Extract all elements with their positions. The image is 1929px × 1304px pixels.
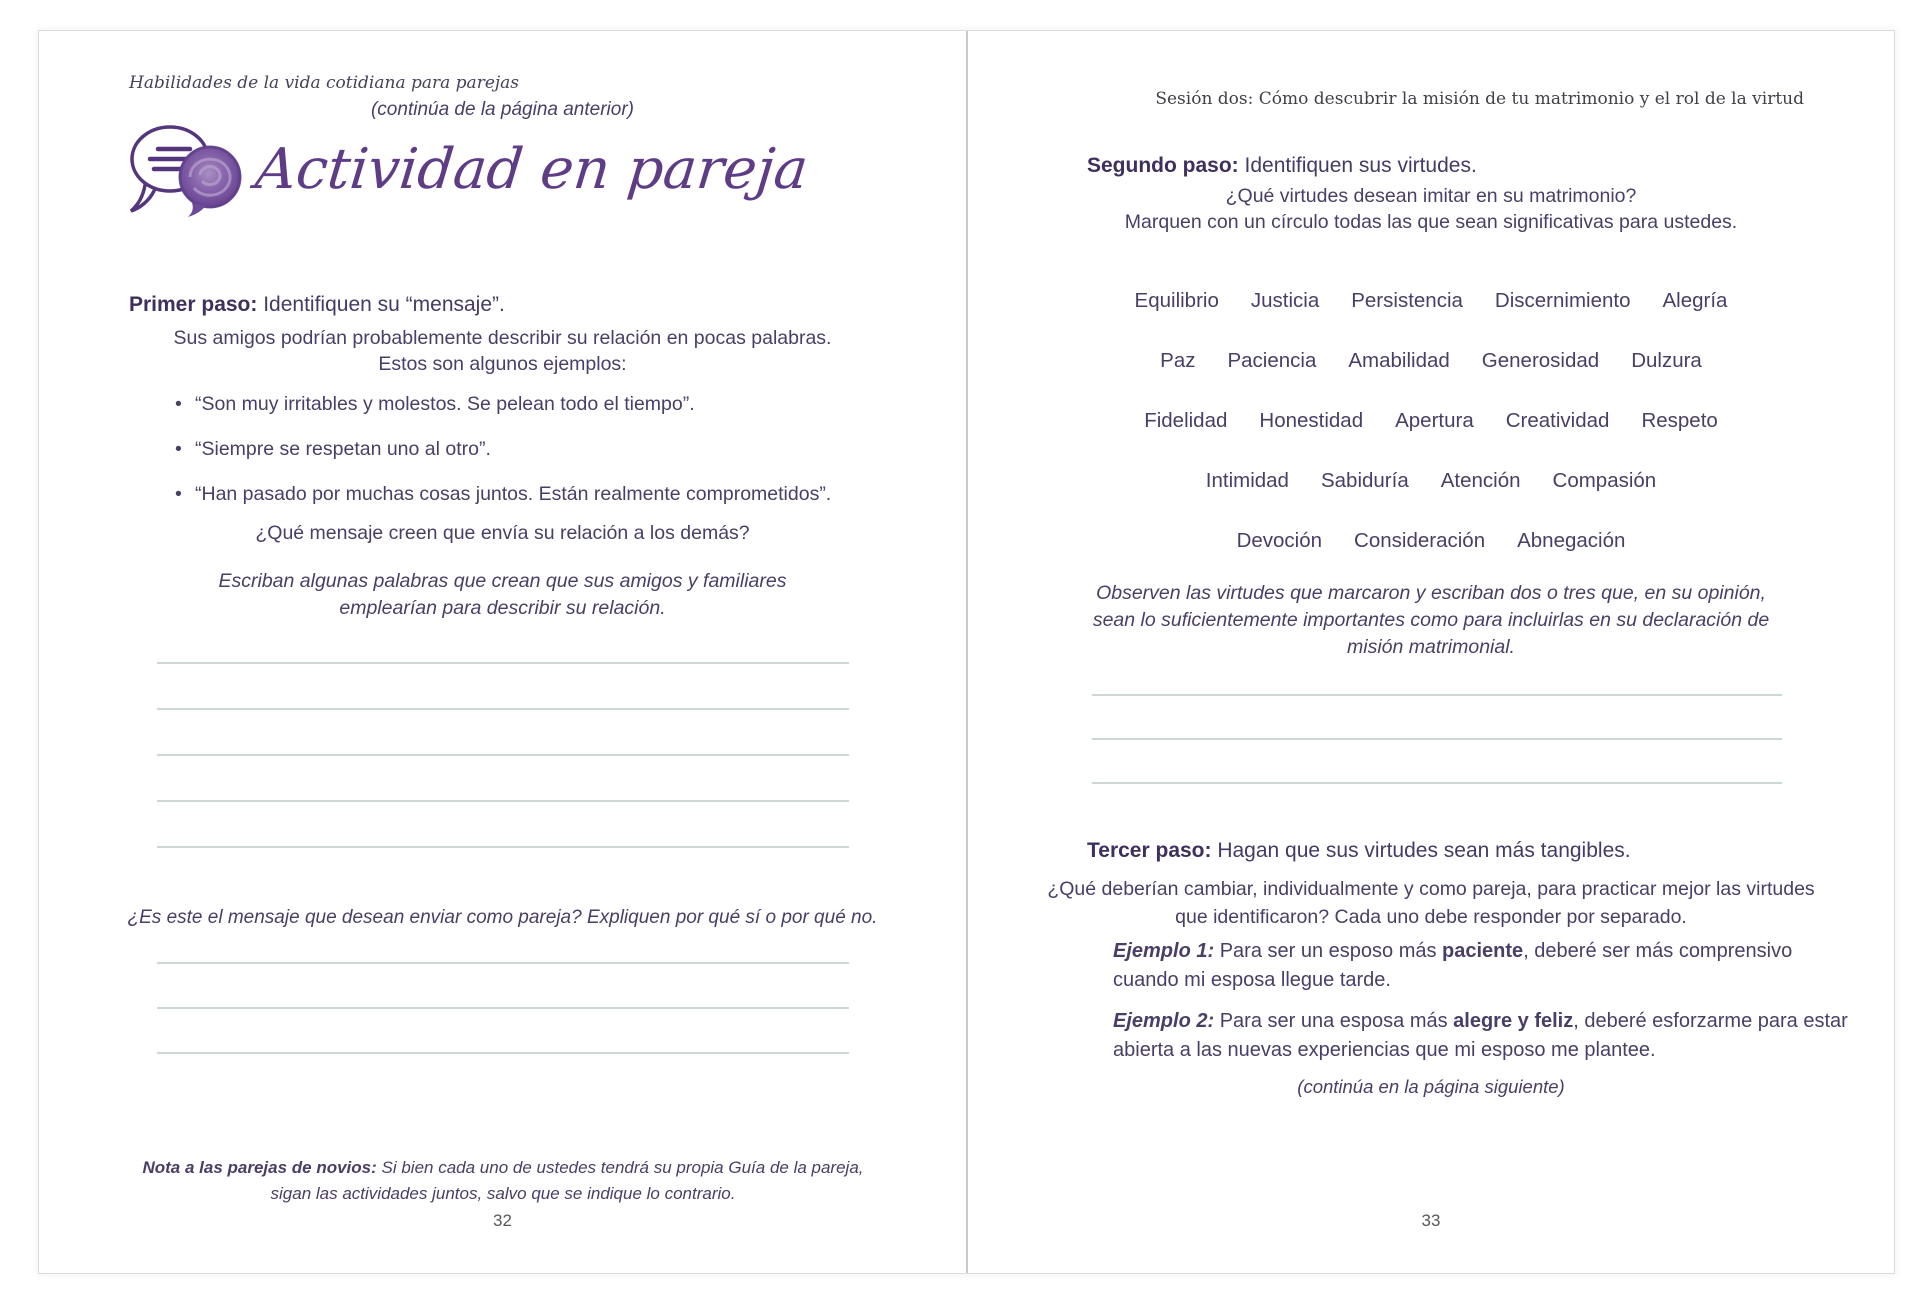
question-line: que identificaron? Cada uno debe responder por separado.: [1175, 906, 1687, 928]
writing-lines-group-1: [157, 662, 849, 892]
writing-line: [1092, 694, 1782, 738]
reflection-question: ¿Es este el mensaje que desean enviar como pareja? Expliquen por qué sí o por qué no.: [127, 907, 878, 928]
example1-bold: paciente: [1442, 940, 1524, 962]
bullet-item: • “Siempre se respetan uno al otro”.: [175, 437, 915, 461]
step1-title: Identifiquen su “mensaje”.: [257, 293, 505, 316]
writing-line: [157, 800, 849, 846]
bullet-item: • “Han pasado por muchas cosas juntos. Están realmente comprometidos”.: [175, 482, 915, 506]
virtue-row: [968, 289, 1894, 349]
step2-heading: [1087, 154, 1477, 178]
virtue-word: Fidelidad: [1144, 409, 1228, 432]
writing-line: [1092, 738, 1782, 782]
step3-label: Tercer paso:: [1087, 839, 1212, 862]
example2-post: , deberé esforzarme para estar abierta a las nuevas experiencias que mi esposo me plantee.: [1113, 1010, 1848, 1061]
virtue-row: [968, 409, 1894, 469]
engaged-couples-note: [133, 1155, 873, 1207]
step2-title: Identifiquen sus virtudes.: [1238, 154, 1477, 177]
writing-line: [157, 754, 849, 800]
writing-lines-group-2: [157, 962, 849, 1097]
virtue-word: Justicia: [1250, 289, 1320, 312]
example2-bold: alegre y feliz: [1453, 1010, 1574, 1032]
spread-sheet: [38, 30, 1895, 1274]
virtue-word: Consideración: [1354, 529, 1486, 552]
step2-instruction: [968, 580, 1894, 661]
intro-line: Sus amigos podrían probablemente describir su relación en pocas palabras.: [173, 327, 832, 349]
question-line: Marquen con un círculo todas las que sean significativas para ustedes.: [1124, 211, 1738, 233]
example1-label: Ejemplo 1:: [1113, 940, 1215, 962]
writing-line: [157, 846, 849, 892]
note-text: Si bien cada uno de ustedes tendrá su propia Guía de la pareja, sigan las actividades juntos, salvo que se indique lo contrario.: [270, 1158, 864, 1203]
speech-bubbles-rose-icon: [122, 117, 246, 222]
virtue-word: Apertura: [1395, 409, 1474, 432]
virtue-word: Sabiduría: [1320, 469, 1409, 492]
step1-label: Primer paso:: [129, 293, 258, 316]
page-title: Actividad en pareja: [252, 137, 811, 202]
page-number-right: 33: [1421, 1211, 1441, 1230]
writing-line: [157, 1007, 849, 1052]
page-number-left: 32: [493, 1211, 512, 1230]
prompt-line: Escriban algunas palabras que crean que sus amigos y familiares: [218, 570, 787, 592]
virtue-word: Dulzura: [1631, 349, 1702, 372]
example2-pre: Para ser una esposa más: [1214, 1010, 1454, 1032]
virtue-word: Creatividad: [1505, 409, 1610, 432]
writing-line: [157, 962, 849, 1007]
writing-line: [1092, 782, 1782, 826]
virtue-word: Honestidad: [1259, 409, 1364, 432]
virtue-word: Compasión: [1552, 469, 1657, 492]
virtue-row: [968, 349, 1894, 409]
note-label: Nota a las parejas de novios:: [142, 1158, 377, 1177]
virtue-word: Paciencia: [1227, 349, 1317, 372]
page-left: [39, 31, 966, 1273]
instruction-line: misión matrimonial.: [1347, 636, 1515, 658]
instruction-line: sean lo suficientemente importantes como para incluirlas en su declaración de: [1092, 609, 1770, 631]
activity-title-row: [122, 117, 811, 222]
writing-line: [157, 662, 849, 708]
prompt-line: emplearían para describir su relación.: [339, 597, 666, 619]
writing-line: [157, 708, 849, 754]
virtue-word: Respeto: [1641, 409, 1718, 432]
virtues-list: [968, 289, 1894, 589]
step1-bullets: [175, 392, 915, 527]
virtue-word: Intimidad: [1205, 469, 1289, 492]
bullet-item: • “Son muy irritables y molestos. Se pelean todo el tiempo”.: [175, 392, 915, 416]
example-1: [1113, 937, 1848, 995]
virtue-row: [968, 469, 1894, 529]
virtue-word: Amabilidad: [1348, 349, 1450, 372]
virtue-word: Paz: [1160, 349, 1196, 372]
example1-post: , deberé ser más comprensivo cuando mi esposa llegue tarde.: [1113, 940, 1793, 991]
question-line: ¿Qué deberían cambiar, individualmente y como pareja, para practicar mejor las virtudes: [1047, 878, 1815, 900]
step1-intro: [39, 325, 966, 377]
page-gutter-divider: [966, 31, 968, 1273]
running-head-left: Habilidades de la vida cotidiana para parejas: [129, 73, 520, 93]
example1-pre: Para ser un esposo más: [1214, 940, 1443, 962]
virtue-word: Devoción: [1236, 529, 1323, 552]
step1-heading: [129, 293, 505, 317]
writing-line: [157, 1052, 849, 1097]
intro-line: Estos son algunos ejemplos:: [378, 353, 627, 375]
continuation-note-top: (continúa de la página anterior): [370, 99, 634, 120]
virtue-word: Persistencia: [1351, 289, 1463, 312]
instruction-line: Observen las virtudes que marcaron y escriban dos o tres que, en su opinión,: [1096, 582, 1766, 604]
continuation-note-bottom: (continúa en la página siguiente): [1297, 1076, 1565, 1097]
step2-question: [968, 183, 1894, 235]
step3-question: [968, 875, 1894, 931]
writing-lines-group-3: [1092, 694, 1782, 826]
step3-title: Hagan que sus virtudes sean más tangibles.: [1211, 839, 1631, 862]
virtue-word: Equilibrio: [1134, 289, 1219, 312]
virtue-word: Generosidad: [1481, 349, 1600, 372]
question-line: ¿Qué virtudes desean imitar en su matrimonio?: [1225, 185, 1637, 207]
example-2: [1113, 1007, 1848, 1065]
step1-question: ¿Qué mensaje creen que envía su relación a los demás?: [255, 522, 750, 544]
step1-prompt: [39, 568, 966, 622]
virtue-word: Abnegación: [1517, 529, 1626, 552]
step3-heading: [1087, 839, 1631, 863]
example2-label: Ejemplo 2:: [1113, 1010, 1215, 1032]
virtue-word: Discernimiento: [1494, 289, 1631, 312]
step2-label: Segundo paso:: [1087, 154, 1239, 177]
running-head-right: Sesión dos: Cómo descubrir la misión de tu matrimonio y el rol de la virtud: [1155, 89, 1804, 109]
page-right: [968, 31, 1894, 1273]
virtue-word: Alegría: [1662, 289, 1728, 312]
virtue-word: Atención: [1440, 469, 1521, 492]
